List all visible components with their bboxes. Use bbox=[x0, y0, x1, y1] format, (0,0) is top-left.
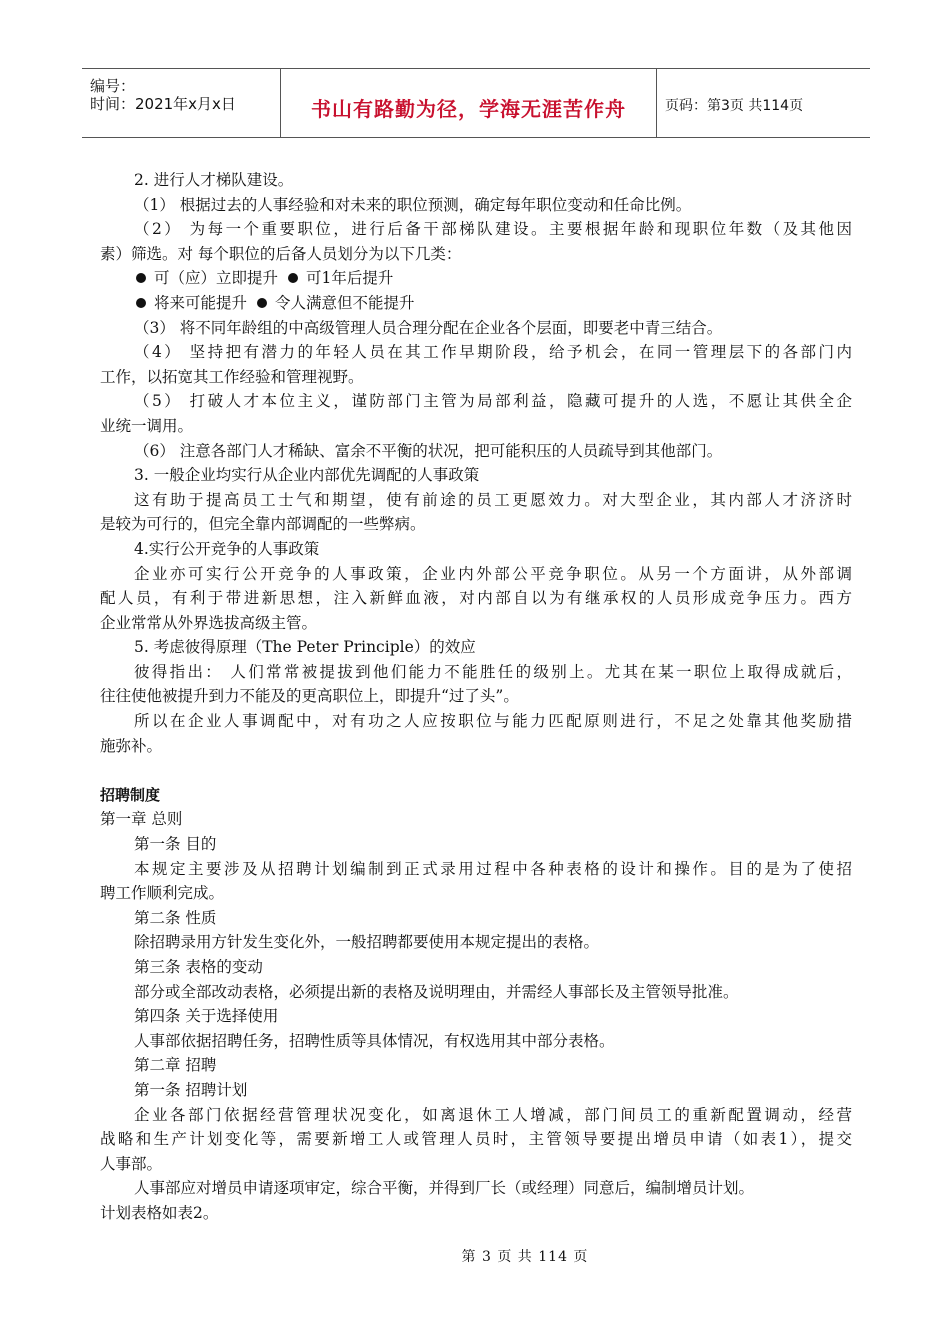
bullet-item: 将来可能提升 bbox=[154, 293, 248, 312]
page-footer: 第 3 页 共 114 页 bbox=[461, 1249, 589, 1265]
text-line: 5. 考虑彼得原理（The Peter Principle）的效应 bbox=[134, 638, 476, 657]
text-line: 企业亦可实行公开竞争的人事政策，企业内外部公平竞争职位。从另一个方面讲，从外部调 bbox=[134, 564, 852, 583]
text-line: 人事部。 bbox=[100, 1154, 163, 1173]
text-line: 配人员，有利于带进新思想，注入新鲜血液，对内部自以为有继承权的人员形成竞争压力。西方 bbox=[100, 589, 852, 608]
text-line: 3. 一般企业均实行从企业内部优先调配的人事政策 bbox=[134, 466, 480, 485]
text-line: 第二条 性质 bbox=[134, 908, 217, 927]
text-line: 部分或全部改动表格，必须提出新的表格及说明理由，并需经人事部长及主管领导批准。 bbox=[134, 982, 739, 1001]
text-line: 素）筛选。对 每个职位的后备人员划分为以下几类： bbox=[100, 244, 462, 263]
text-line: 企业各部门依据经营管理状况变化，如离退休工人增减，部门间员工的重新配置调动，经营 bbox=[134, 1105, 852, 1124]
text-line: 第一条 招聘计划 bbox=[134, 1080, 248, 1099]
header-motto-cell bbox=[281, 69, 657, 137]
bullet-icon bbox=[136, 273, 146, 283]
page-info: 页码：第3页 共114页 bbox=[665, 98, 804, 114]
section-heading: 招聘制度 bbox=[100, 785, 161, 804]
text-line: 所以在企业人事调配中，对有功之人应按职位与能力匹配原则进行，不足之处靠其他奖励措 bbox=[134, 712, 852, 731]
bullet-item: 可1年后提升 bbox=[306, 269, 394, 288]
page-header bbox=[82, 68, 870, 138]
text-line: 第四条 关于选择使用 bbox=[134, 1007, 279, 1026]
text-line: （2） 为每一个重要职位，进行后备干部梯队建设。主要根据年龄和现职位年数（及其他因 bbox=[134, 220, 852, 239]
text-line: （4） 坚持把有潜力的年轻人员在其工作早期阶段，给予机会，在同一管理层下的各部门内 bbox=[134, 343, 852, 362]
text-line: 工作，以拓宽其工作经验和管理视野。 bbox=[100, 367, 364, 386]
text-line: 2. 进行人才梯队建设。 bbox=[134, 171, 294, 189]
number-label: 编号： bbox=[90, 77, 136, 95]
text-line: 往往使他被提升到力不能及的更高职位上，即提升“过了头”。 bbox=[100, 687, 519, 706]
text-line: 彼得指出： 人们常常被提拔到他们能力不能胜任的级别上。尤其在某一职位上取得成就后， bbox=[134, 662, 852, 681]
blank-line bbox=[100, 758, 852, 783]
bullet-item: 令人满意但不能提升 bbox=[275, 293, 415, 312]
text-line: 是较为可行的，但完全靠内部调配的一些弊病。 bbox=[100, 515, 426, 534]
text-line: （6） 注意各部门人才稀缺、富余不平衡的状况，把可能积压的人员疏导到其他部门。 bbox=[134, 441, 723, 460]
header-left-cell bbox=[82, 69, 281, 137]
text-line: 施弥补。 bbox=[100, 736, 163, 755]
document-body bbox=[100, 168, 852, 1226]
text-line: 人事部依据招聘任务，招聘性质等具体情况，有权选用其中部分表格。 bbox=[134, 1031, 615, 1050]
text-line: 第一章 总则 bbox=[100, 810, 183, 829]
text-line: 这有助于提高员工士气和期望，使有前途的员工更愿效力。对大型企业，其内部人才济济时 bbox=[134, 490, 852, 509]
text-line: 人事部应对增员申请逐项审定，综合平衡，并得到厂长（或经理）同意后，编制增员计划。 bbox=[134, 1179, 755, 1198]
date-label: 时间：2021年x月x日 bbox=[90, 95, 236, 113]
bullet-icon bbox=[136, 298, 146, 308]
bullet-line bbox=[100, 291, 852, 316]
text-line: 战略和生产计划变化等，需要新增工人或管理人员时，主管领导要提出增员申请（如表1），提交 bbox=[100, 1130, 852, 1149]
bullet-icon bbox=[288, 273, 298, 283]
header-right-cell bbox=[657, 69, 870, 137]
text-line: 聘工作顺利完成。 bbox=[100, 884, 225, 903]
bullet-icon bbox=[257, 298, 267, 308]
text-line: 第一条 目的 bbox=[134, 835, 217, 854]
text-line: 企业常常从外界选拔高级主管。 bbox=[100, 613, 318, 632]
text-line: （1） 根据过去的人事经验和对未来的职位预测，确定每年职位变动和任命比例。 bbox=[134, 195, 692, 214]
text-line: 4.实行公开竞争的人事政策 bbox=[134, 539, 320, 558]
bullet-item: 可（应）立即提升 bbox=[154, 269, 279, 288]
text-line: 本规定主要涉及从招聘计划编制到正式录用过程中各种表格的设计和操作。目的是为了使招 bbox=[134, 859, 852, 878]
text-line: 除招聘录用方针发生变化外，一般招聘都要使用本规定提出的表格。 bbox=[134, 933, 600, 952]
text-line: 计划表格如表2。 bbox=[100, 1203, 219, 1222]
text-line: 第二章 招聘 bbox=[134, 1056, 217, 1075]
text-line: （5） 打破人才本位主义，谨防部门主管为局部利益，隐藏可提升的人选，不愿让其供全企 bbox=[134, 392, 852, 411]
text-line: 业统一调用。 bbox=[100, 416, 194, 435]
motto-text: 书山有路勤为径，学海无涯苦作舟 bbox=[311, 97, 626, 121]
text-line: 第三条 表格的变动 bbox=[134, 958, 263, 976]
text-line: （3） 将不同年龄组的中高级管理人员合理分配在企业各个层面，即要老中青三结合。 bbox=[134, 318, 723, 337]
bullet-line bbox=[100, 266, 852, 291]
